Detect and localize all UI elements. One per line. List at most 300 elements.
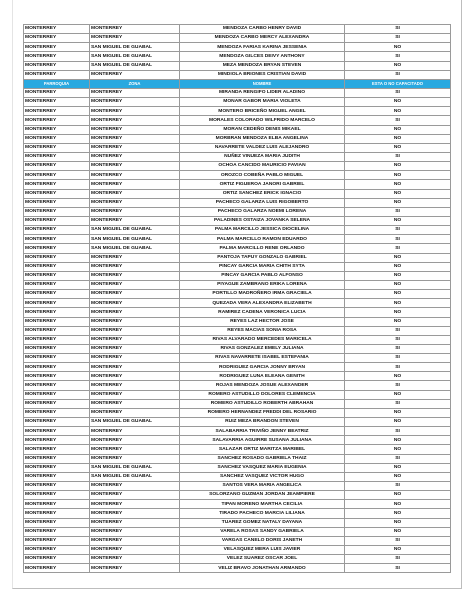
cell-capacitado: NO bbox=[345, 527, 451, 536]
table-row bbox=[24, 152, 451, 161]
table-row bbox=[24, 390, 451, 399]
cell-parroquia: MONTERREY bbox=[24, 52, 90, 61]
table-row bbox=[24, 418, 451, 427]
cell-parroquia: MONTERREY bbox=[24, 390, 90, 399]
cell-zona: MONTERREY bbox=[90, 116, 180, 125]
cell-parroquia: MONTERREY bbox=[24, 70, 90, 79]
cell-capacitado: NO bbox=[345, 280, 451, 289]
cell-zona: MONTERREY bbox=[90, 427, 180, 436]
cell-parroquia: MONTERREY bbox=[24, 482, 90, 491]
cell-parroquia: MONTERREY bbox=[24, 180, 90, 189]
cell-zona: MONTERREY bbox=[90, 354, 180, 363]
table-row bbox=[24, 52, 451, 61]
cell-parroquia: MONTERREY bbox=[24, 34, 90, 43]
cell-nombre: SOLORZANO GUZMAN JORDAN JEAMPIERE bbox=[180, 491, 345, 500]
cell-parroquia: MONTERREY bbox=[24, 162, 90, 171]
cell-parroquia: MONTERREY bbox=[24, 88, 90, 97]
cell-zona: MONTERREY bbox=[90, 555, 180, 564]
cell-capacitado: NO bbox=[345, 509, 451, 518]
table-row bbox=[24, 555, 451, 564]
cell-zona: SAN MIGUEL DE GUABAL bbox=[90, 463, 180, 472]
cell-zona: MONTERREY bbox=[90, 399, 180, 408]
cell-parroquia: MONTERREY bbox=[24, 61, 90, 70]
cell-zona: MONTERREY bbox=[90, 363, 180, 372]
cell-nombre: ROMERO HERNANDEZ FREDDI DEL ROSARIO bbox=[180, 408, 345, 417]
table-row bbox=[24, 34, 451, 43]
cell-capacitado: SI bbox=[345, 235, 451, 244]
cell-nombre: TUAREZ GOMEZ NATALY DAYANA bbox=[180, 518, 345, 527]
cell-capacitado: NO bbox=[345, 546, 451, 555]
table-row bbox=[24, 180, 451, 189]
cell-nombre: SANCHEZ VASQUEZ MARIA EUGENIA bbox=[180, 463, 345, 472]
table-row bbox=[24, 43, 451, 52]
cell-parroquia: MONTERREY bbox=[24, 107, 90, 116]
cell-parroquia: MONTERREY bbox=[24, 445, 90, 454]
cell-nombre: VELASQUEZ MERA LUIS JAVIER bbox=[180, 546, 345, 555]
cell-parroquia: MONTERREY bbox=[24, 354, 90, 363]
cell-zona: MONTERREY bbox=[90, 88, 180, 97]
cell-capacitado: SI bbox=[345, 381, 451, 390]
cell-nombre: SALAZAR ORTIZ MARITZA MARIBEL bbox=[180, 445, 345, 454]
cell-parroquia: MONTERREY bbox=[24, 262, 90, 271]
table-row bbox=[24, 226, 451, 235]
cell-capacitado: NO bbox=[345, 271, 451, 280]
cell-nombre: MENDOZA GILCES DEIVY ANTHONY bbox=[180, 52, 345, 61]
cell-parroquia: MONTERREY bbox=[24, 152, 90, 161]
cell-zona: MONTERREY bbox=[90, 180, 180, 189]
cell-zona: SAN MIGUEL DE GUABAL bbox=[90, 472, 180, 481]
cell-capacitado: SI bbox=[345, 555, 451, 564]
cell-nombre: ORTIZ FIGUEROA JANORI GABRIEL bbox=[180, 180, 345, 189]
table-header-row bbox=[24, 79, 451, 88]
cell-nombre: NUÑEZ VINUEZA MARIA JUDITH bbox=[180, 152, 345, 161]
cell-capacitado: SI bbox=[345, 70, 451, 79]
table-row bbox=[24, 107, 451, 116]
cell-zona: MONTERREY bbox=[90, 546, 180, 555]
cell-zona: SAN MIGUEL DE GUABAL bbox=[90, 52, 180, 61]
cell-nombre: REYES MACIAS SONIA ROSA bbox=[180, 326, 345, 335]
cell-zona: MONTERREY bbox=[90, 198, 180, 207]
cell-nombre: SALABARRIA TRIVIÑO JENNY BEATRIZ bbox=[180, 427, 345, 436]
cell-zona: MONTERREY bbox=[90, 536, 180, 545]
table-row bbox=[24, 198, 451, 207]
cell-nombre: ROMERO ASTUDILLO ROBERTH ABRAHAN bbox=[180, 399, 345, 408]
cell-capacitado: SI bbox=[345, 116, 451, 125]
cell-nombre: MENDOZA CARBO HENRY DAVID bbox=[180, 25, 345, 34]
cell-zona: MONTERREY bbox=[90, 527, 180, 536]
cell-parroquia: MONTERREY bbox=[24, 408, 90, 417]
cell-capacitado: NO bbox=[345, 162, 451, 171]
cell-parroquia: MONTERREY bbox=[24, 290, 90, 299]
table-row bbox=[24, 354, 451, 363]
cell-nombre: ROMERO ASTUDILLO DOLORES CLEMENCIA bbox=[180, 390, 345, 399]
cell-nombre: RODRIGUEZ LUNA ELEANA GENITH bbox=[180, 372, 345, 381]
cell-zona: MONTERREY bbox=[90, 390, 180, 399]
cell-nombre: MINDIOLA BRIONES CRISTIAN DAVID bbox=[180, 70, 345, 79]
cell-zona: MONTERREY bbox=[90, 171, 180, 180]
table-row bbox=[24, 262, 451, 271]
cell-capacitado: NO bbox=[345, 317, 451, 326]
cell-nombre: SANTOS VERA MARIA ANGELICA bbox=[180, 482, 345, 491]
cell-parroquia: MONTERREY bbox=[24, 317, 90, 326]
table-row bbox=[24, 189, 451, 198]
cell-parroquia: MONTERREY bbox=[24, 326, 90, 335]
cell-nombre: SALAVARRIA AGUIRRE SUSANA JULIANA bbox=[180, 436, 345, 445]
table-row bbox=[24, 116, 451, 125]
cell-zona: MONTERREY bbox=[90, 262, 180, 271]
cell-capacitado: SI bbox=[345, 344, 451, 353]
table-row bbox=[24, 482, 451, 491]
cell-parroquia: MONTERREY bbox=[24, 116, 90, 125]
cell-zona: MONTERREY bbox=[90, 518, 180, 527]
table-row bbox=[24, 399, 451, 408]
cell-nombre: ROJAS MENDOZA JOSUE ALEXANDER bbox=[180, 381, 345, 390]
table-row bbox=[24, 326, 451, 335]
table-row bbox=[24, 445, 451, 454]
cell-nombre: TIPAN MORENO MARTHA CECILIA bbox=[180, 500, 345, 509]
cell-nombre: VELEZ SUAREZ OSCAR JOEL bbox=[180, 555, 345, 564]
cell-capacitado: SI bbox=[345, 363, 451, 372]
cell-capacitado: NO bbox=[345, 262, 451, 271]
table-row bbox=[24, 408, 451, 417]
cell-zona: MONTERREY bbox=[90, 207, 180, 216]
table-row bbox=[24, 335, 451, 344]
table-row bbox=[24, 518, 451, 527]
table-row bbox=[24, 463, 451, 472]
table-row bbox=[24, 454, 451, 463]
cell-zona: SAN MIGUEL DE GUABAL bbox=[90, 61, 180, 70]
cell-zona: MONTERREY bbox=[90, 454, 180, 463]
cell-zona: MONTERREY bbox=[90, 335, 180, 344]
cell-parroquia: MONTERREY bbox=[24, 198, 90, 207]
cell-nombre: PACHECO GALARZA LUIS RIGOBERTO bbox=[180, 198, 345, 207]
table-row bbox=[24, 436, 451, 445]
cell-parroquia: MONTERREY bbox=[24, 280, 90, 289]
cell-zona: SAN MIGUEL DE GUABAL bbox=[90, 418, 180, 427]
cell-capacitado: SI bbox=[345, 207, 451, 216]
cell-zona: SAN MIGUEL DE GUABAL bbox=[90, 244, 180, 253]
cell-parroquia: MONTERREY bbox=[24, 527, 90, 536]
cell-capacitado: SI bbox=[345, 226, 451, 235]
document-page bbox=[12, 0, 462, 589]
cell-zona: SAN MIGUEL DE GUABAL bbox=[90, 235, 180, 244]
cell-parroquia: MONTERREY bbox=[24, 427, 90, 436]
cell-nombre: RODRIGUEZ GARCIA JONNY BRYAN bbox=[180, 363, 345, 372]
cell-zona: MONTERREY bbox=[90, 189, 180, 198]
cell-nombre: OROZCO COBEÑA PABLO MIGUEL bbox=[180, 171, 345, 180]
cell-capacitado: NO bbox=[345, 253, 451, 262]
cell-zona: MONTERREY bbox=[90, 134, 180, 143]
table-row bbox=[24, 88, 451, 97]
column-header: ZONA bbox=[90, 79, 180, 88]
cell-parroquia: MONTERREY bbox=[24, 253, 90, 262]
cell-parroquia: MONTERREY bbox=[24, 546, 90, 555]
table-row bbox=[24, 317, 451, 326]
cell-capacitado: SI bbox=[345, 152, 451, 161]
cell-capacitado: NO bbox=[345, 500, 451, 509]
cell-parroquia: MONTERREY bbox=[24, 335, 90, 344]
column-header: PARROQUIA bbox=[24, 79, 90, 88]
table-row bbox=[24, 527, 451, 536]
cell-zona: SAN MIGUEL DE GUABAL bbox=[90, 43, 180, 52]
cell-capacitado: NO bbox=[345, 98, 451, 107]
table-row bbox=[24, 244, 451, 253]
cell-parroquia: MONTERREY bbox=[24, 271, 90, 280]
cell-nombre: PALMA MARCILLO RENE ORLANDO bbox=[180, 244, 345, 253]
cell-capacitado: NO bbox=[345, 308, 451, 317]
cell-nombre: VARELA ROSAS SANDY GABRIELA bbox=[180, 527, 345, 536]
cell-nombre: MORALES COLORADO WILFRIDO MARCELO bbox=[180, 116, 345, 125]
column-header: ESTA O NO CAPACITADO bbox=[345, 79, 451, 88]
cell-capacitado: NO bbox=[345, 372, 451, 381]
cell-capacitado: NO bbox=[345, 518, 451, 527]
table-row bbox=[24, 271, 451, 280]
table-row bbox=[24, 143, 451, 152]
cell-parroquia: MONTERREY bbox=[24, 25, 90, 34]
cell-nombre: MONAR GABOR MARIA VIOLETA bbox=[180, 98, 345, 107]
table-row bbox=[24, 427, 451, 436]
cell-capacitado: NO bbox=[345, 445, 451, 454]
cell-zona: MONTERREY bbox=[90, 152, 180, 161]
cell-capacitado: SI bbox=[345, 52, 451, 61]
cell-capacitado: SI bbox=[345, 536, 451, 545]
table-row bbox=[24, 207, 451, 216]
cell-zona: MONTERREY bbox=[90, 98, 180, 107]
cell-capacitado: NO bbox=[345, 143, 451, 152]
cell-nombre: NAVARRETE VALDEZ LUIS ALEJANDRO bbox=[180, 143, 345, 152]
table-row bbox=[24, 235, 451, 244]
cell-capacitado: SI bbox=[345, 25, 451, 34]
cell-zona: SAN MIGUEL DE GUABAL bbox=[90, 226, 180, 235]
table-row bbox=[24, 491, 451, 500]
table-row bbox=[24, 509, 451, 518]
cell-parroquia: MONTERREY bbox=[24, 536, 90, 545]
table-row bbox=[24, 472, 451, 481]
cell-nombre: OCHOA CANCIDO MAURICIO FAVIAN bbox=[180, 162, 345, 171]
cell-capacitado: NO bbox=[345, 125, 451, 134]
table-row bbox=[24, 61, 451, 70]
cell-parroquia: MONTERREY bbox=[24, 125, 90, 134]
cell-nombre: SANCHEZ VASQUEZ VICTOR HUGO bbox=[180, 472, 345, 481]
table-row bbox=[24, 280, 451, 289]
cell-zona: MONTERREY bbox=[90, 25, 180, 34]
cell-nombre: MORAN CEDEÑO DENIS MIKAEL bbox=[180, 125, 345, 134]
cell-nombre: PALADINES OSTAIZA JOVANKA SELENA bbox=[180, 216, 345, 225]
table-row bbox=[24, 564, 451, 573]
cell-nombre: MENDOZA FARIAS KARINA JESSENIA bbox=[180, 43, 345, 52]
cell-parroquia: MONTERREY bbox=[24, 555, 90, 564]
table-row bbox=[24, 70, 451, 79]
cell-parroquia: MONTERREY bbox=[24, 463, 90, 472]
cell-zona: MONTERREY bbox=[90, 381, 180, 390]
cell-parroquia: MONTERREY bbox=[24, 216, 90, 225]
cell-zona: MONTERREY bbox=[90, 491, 180, 500]
cell-parroquia: MONTERREY bbox=[24, 491, 90, 500]
cell-parroquia: MONTERREY bbox=[24, 299, 90, 308]
table-row bbox=[24, 372, 451, 381]
cell-zona: MONTERREY bbox=[90, 564, 180, 573]
cell-capacitado: SI bbox=[345, 482, 451, 491]
cell-parroquia: MONTERREY bbox=[24, 134, 90, 143]
cell-nombre: TIRADO PACHECO MARCIA LILIANA bbox=[180, 509, 345, 518]
cell-parroquia: MONTERREY bbox=[24, 363, 90, 372]
cell-nombre: RIVAS NAVARRETE ISABEL ESTEFANIA bbox=[180, 354, 345, 363]
cell-parroquia: MONTERREY bbox=[24, 143, 90, 152]
cell-parroquia: MONTERREY bbox=[24, 308, 90, 317]
cell-zona: MONTERREY bbox=[90, 280, 180, 289]
cell-nombre: RAMIREZ CADENA VERONICA LUCIA bbox=[180, 308, 345, 317]
cell-nombre: PORTILLO MADROÑERO IRMA GRACIELA bbox=[180, 290, 345, 299]
cell-parroquia: MONTERREY bbox=[24, 454, 90, 463]
cell-capacitado: NO bbox=[345, 61, 451, 70]
cell-capacitado: SI bbox=[345, 564, 451, 573]
cell-nombre: MORBRAN MENDOZA ELBA ANGELINA bbox=[180, 134, 345, 143]
cell-zona: MONTERREY bbox=[90, 70, 180, 79]
cell-capacitado: SI bbox=[345, 88, 451, 97]
cell-parroquia: MONTERREY bbox=[24, 189, 90, 198]
cell-zona: MONTERREY bbox=[90, 436, 180, 445]
table-row bbox=[24, 344, 451, 353]
table-row bbox=[24, 363, 451, 372]
cell-zona: MONTERREY bbox=[90, 299, 180, 308]
cell-parroquia: MONTERREY bbox=[24, 564, 90, 573]
table-body bbox=[24, 25, 451, 573]
cell-capacitado: NO bbox=[345, 299, 451, 308]
cell-nombre: PINCAY GARCIA MARIA CHITH SYTA bbox=[180, 262, 345, 271]
cell-zona: MONTERREY bbox=[90, 271, 180, 280]
cell-nombre: PINCAY GARCIA PABLO ALFONSO bbox=[180, 271, 345, 280]
cell-zona: MONTERREY bbox=[90, 445, 180, 454]
cell-parroquia: MONTERREY bbox=[24, 171, 90, 180]
table-row bbox=[24, 171, 451, 180]
cell-capacitado: NO bbox=[345, 290, 451, 299]
cell-capacitado: NO bbox=[345, 216, 451, 225]
cell-capacitado: NO bbox=[345, 180, 451, 189]
cell-zona: MONTERREY bbox=[90, 162, 180, 171]
cell-parroquia: MONTERREY bbox=[24, 98, 90, 107]
cell-zona: MONTERREY bbox=[90, 509, 180, 518]
table-row bbox=[24, 162, 451, 171]
cell-capacitado: SI bbox=[345, 454, 451, 463]
cell-capacitado: SI bbox=[345, 354, 451, 363]
cell-zona: MONTERREY bbox=[90, 216, 180, 225]
cell-capacitado: SI bbox=[345, 244, 451, 253]
cell-parroquia: MONTERREY bbox=[24, 344, 90, 353]
cell-parroquia: MONTERREY bbox=[24, 418, 90, 427]
cell-nombre: ORTIZ SANCHEZ ERICK IGNACIO bbox=[180, 189, 345, 198]
cell-nombre: PALMA MARCILLO RAMON EDUARDO bbox=[180, 235, 345, 244]
cell-nombre: REYES LAZ HECTOR JOSE bbox=[180, 317, 345, 326]
cell-zona: MONTERREY bbox=[90, 253, 180, 262]
cell-parroquia: MONTERREY bbox=[24, 500, 90, 509]
cell-capacitado: SI bbox=[345, 335, 451, 344]
cell-zona: MONTERREY bbox=[90, 372, 180, 381]
cell-capacitado: SI bbox=[345, 34, 451, 43]
column-header: NOMBRE bbox=[180, 79, 345, 88]
cell-parroquia: MONTERREY bbox=[24, 43, 90, 52]
cell-capacitado: NO bbox=[345, 436, 451, 445]
cell-parroquia: MONTERREY bbox=[24, 436, 90, 445]
cell-capacitado: NO bbox=[345, 134, 451, 143]
cell-zona: MONTERREY bbox=[90, 408, 180, 417]
table-row bbox=[24, 536, 451, 545]
cell-capacitado: NO bbox=[345, 198, 451, 207]
cell-zona: MONTERREY bbox=[90, 500, 180, 509]
cell-capacitado: SI bbox=[345, 399, 451, 408]
cell-parroquia: MONTERREY bbox=[24, 372, 90, 381]
cell-zona: MONTERREY bbox=[90, 107, 180, 116]
cell-capacitado: SI bbox=[345, 326, 451, 335]
table-row bbox=[24, 125, 451, 134]
cell-zona: MONTERREY bbox=[90, 317, 180, 326]
table-row bbox=[24, 134, 451, 143]
cell-capacitado: NO bbox=[345, 43, 451, 52]
cell-zona: MONTERREY bbox=[90, 308, 180, 317]
cell-parroquia: MONTERREY bbox=[24, 472, 90, 481]
cell-nombre: QUEZADA VERA ALEXANDRA ELIZABETH bbox=[180, 299, 345, 308]
cell-nombre: RIVAS ALVARADO MERCEDES MARICELA bbox=[180, 335, 345, 344]
cell-parroquia: MONTERREY bbox=[24, 509, 90, 518]
table-row bbox=[24, 253, 451, 262]
cell-nombre: MONTERO BRICEÑO MIGUEL ANGEL bbox=[180, 107, 345, 116]
cell-zona: MONTERREY bbox=[90, 482, 180, 491]
cell-nombre: RUIZ MEZA BRANDON STEVEN bbox=[180, 418, 345, 427]
cell-zona: MONTERREY bbox=[90, 125, 180, 134]
table-row bbox=[24, 308, 451, 317]
cell-capacitado: NO bbox=[345, 463, 451, 472]
cell-nombre: VARGAS CANELO DORIS JANETH bbox=[180, 536, 345, 545]
cell-capacitado: NO bbox=[345, 107, 451, 116]
table-row bbox=[24, 290, 451, 299]
cell-nombre: RIVAS GONZALEZ EMELY JULIANA bbox=[180, 344, 345, 353]
cell-zona: MONTERREY bbox=[90, 143, 180, 152]
cell-capacitado: NO bbox=[345, 472, 451, 481]
cell-capacitado: NO bbox=[345, 418, 451, 427]
cell-nombre: PALMA MARCILLO JESSICA DIOCELINA bbox=[180, 226, 345, 235]
cell-parroquia: MONTERREY bbox=[24, 226, 90, 235]
table-row bbox=[24, 299, 451, 308]
cell-parroquia: MONTERREY bbox=[24, 235, 90, 244]
cell-parroquia: MONTERREY bbox=[24, 381, 90, 390]
cell-nombre: SANCHEZ ROSADO GABRIELA THAIZ bbox=[180, 454, 345, 463]
cell-zona: MONTERREY bbox=[90, 290, 180, 299]
cell-capacitado: NO bbox=[345, 408, 451, 417]
table-row bbox=[24, 25, 451, 34]
cell-capacitado: SI bbox=[345, 427, 451, 436]
table-row bbox=[24, 381, 451, 390]
cell-parroquia: MONTERREY bbox=[24, 244, 90, 253]
cell-nombre: PIYAGUE ZAMBRANO ERIKA LORENA bbox=[180, 280, 345, 289]
cell-capacitado: NO bbox=[345, 491, 451, 500]
cell-parroquia: MONTERREY bbox=[24, 399, 90, 408]
cell-zona: MONTERREY bbox=[90, 326, 180, 335]
cell-nombre: MIRANDA RENGIFO LIDER ALADINO bbox=[180, 88, 345, 97]
cell-nombre: MEZA MENDOZA BRYAN STEVEN bbox=[180, 61, 345, 70]
table-row bbox=[24, 98, 451, 107]
cell-parroquia: MONTERREY bbox=[24, 207, 90, 216]
cell-nombre: MENDOZA CARBO MERCY ALEXANDRA bbox=[180, 34, 345, 43]
cell-capacitado: NO bbox=[345, 390, 451, 399]
cell-parroquia: MONTERREY bbox=[24, 518, 90, 527]
table-row bbox=[24, 546, 451, 555]
cell-zona: MONTERREY bbox=[90, 344, 180, 353]
table-row bbox=[24, 500, 451, 509]
data-table bbox=[23, 24, 451, 573]
table-row bbox=[24, 216, 451, 225]
cell-zona: MONTERREY bbox=[90, 34, 180, 43]
cell-capacitado: NO bbox=[345, 171, 451, 180]
cell-nombre: PACHECO GALARZA NOEMI LORENA bbox=[180, 207, 345, 216]
